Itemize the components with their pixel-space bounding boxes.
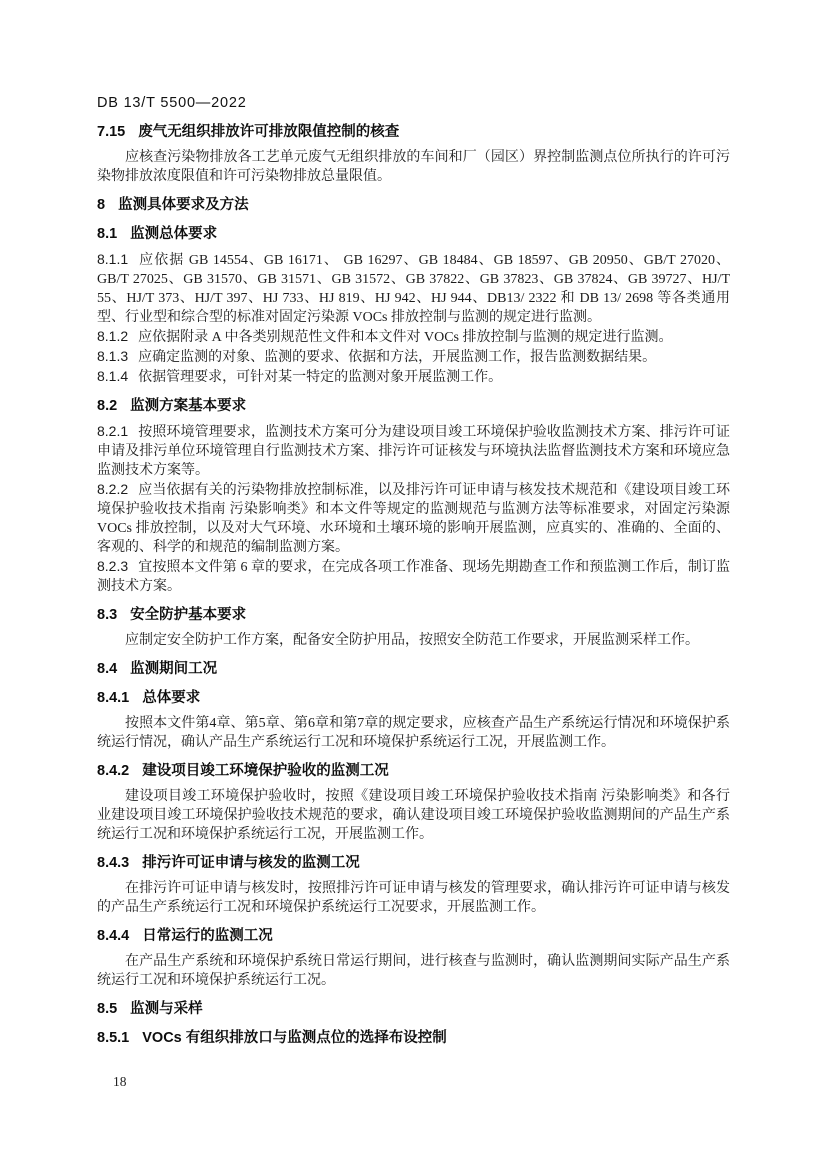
- clause-number: 8.1.3: [97, 348, 129, 364]
- heading-8-5-1: [97, 1029, 730, 1048]
- clause-number: 8.1.4: [97, 368, 129, 384]
- heading-7-15: [97, 123, 730, 142]
- header-doc-code: DB 13/T 5500—2022: [97, 95, 247, 111]
- heading-8-5: [97, 1000, 730, 1019]
- paragraph-8-4-4: 在产品生产系统和环境保护系统日常运行期间，进行核查与监测时，确认监测期间实际产品生产系统运行工况和环境保护系统运行工况。: [97, 954, 730, 988]
- heading-title: 总体要求: [142, 690, 201, 706]
- clause-8-2-1: [97, 422, 730, 480]
- heading-number: 8.5.1: [97, 1030, 130, 1046]
- clause-number: 8.1.1: [97, 251, 129, 267]
- heading-number: 8.4: [97, 661, 118, 677]
- heading-number: 8.4.2: [97, 763, 130, 779]
- clause-8-1-4: [97, 367, 730, 387]
- clause-8-1-3: [97, 347, 730, 367]
- heading-title: 安全防护基本要求: [130, 607, 247, 623]
- clause-text: 按照环境管理要求，监测技术方案可分为建设项目竣工环境保护验收监测技术方案、排污许可证申请及排污单位环境管理自行监测技术方案、排污许可证核发与环境执法监督监测技术方案和环境应急监测技术方案等。: [97, 425, 730, 478]
- paragraph-8-4-3: 在排污许可证申请与核发时，按照排污许可证申请与核发的管理要求，确认排污许可证申请与核发的产品生产系统运行工况和环境保护系统运行工况要求，开展监测工作。: [97, 881, 730, 915]
- heading-8-4-3: [97, 854, 730, 873]
- heading-number: 8.5: [97, 1001, 118, 1017]
- heading-8-4-2: [97, 762, 730, 781]
- heading-8-4-1: [97, 689, 730, 708]
- clause-number: 8.2.3: [97, 558, 129, 574]
- heading-title: 建设项目竣工环境保护验收的监测工况: [142, 763, 389, 779]
- page-number: 18: [113, 1074, 127, 1089]
- heading-number: 7.15: [97, 124, 126, 140]
- clause-number: 8.2.2: [97, 481, 129, 497]
- heading-number: 8.4.1: [97, 690, 130, 706]
- clause-number: 8.1.2: [97, 328, 129, 344]
- clause-text: 应确定监测的对象、监测的要求、依据和方法，开展监测工作，报告监测数据结果。: [138, 350, 657, 365]
- paragraph-8-4-1: 按照本文件第4章、第5章、第6章和第7章的规定要求，应核查产品生产系统运行情况和环境保护系统运行情况，确认产品生产系统运行工况和环境保护系统运行工况，开展监测工作。: [97, 716, 730, 750]
- heading-number: 8.4.3: [97, 855, 130, 871]
- heading-title: 监测与采样: [130, 1001, 203, 1017]
- heading-8-2: [97, 397, 730, 416]
- heading-number: 8.1: [97, 226, 118, 242]
- heading-title: 监测期间工况: [130, 661, 218, 677]
- heading-title: 监测具体要求及方法: [118, 197, 249, 213]
- heading-title: 日常运行的监测工况: [142, 928, 273, 944]
- heading-8-4: [97, 660, 730, 679]
- heading-title: 监测总体要求: [130, 226, 218, 242]
- heading-8-4-4: [97, 927, 730, 946]
- paragraph-8-3: 应制定安全防护工作方案，配备安全防护用品，按照安全防范工作要求，开展监测采样工作。: [125, 633, 699, 648]
- clause-8-1-1: [97, 250, 730, 327]
- heading-title: 排污许可证申请与核发的监测工况: [142, 855, 360, 871]
- heading-number: 8.2: [97, 398, 118, 414]
- clause-8-2-3: [97, 557, 730, 596]
- heading-number: 8: [97, 197, 106, 213]
- clause-text: 宜按照本文件第 6 章的要求，在完成各项工作准备、现场先期勘查工作和预监测工作后，制订监测技术方案。: [97, 560, 730, 594]
- heading-8-1: [97, 225, 730, 244]
- heading-8: [97, 196, 730, 215]
- clause-text: 应当依据有关的污染物排放控制标准，以及排污许可证申请与核发技术规范和《建设项目竣工环境保护验收技术指南 污染影响类》和本文件等规定的监测规范与监测方法等标准要求，对固定污染源 VOCs 排放控制，以及对大气环境、水环境和土壤环境的影响开展监测，应真实的、准确的、全面的、客观的、科学的和规范的编制监测方案。: [97, 483, 730, 555]
- heading-number: 8.4.4: [97, 928, 130, 944]
- heading-title: 废气无组织排放许可排放限值控制的核查: [138, 124, 400, 140]
- clause-number: 8.2.1: [97, 423, 129, 439]
- heading-number: 8.3: [97, 607, 118, 623]
- clause-text: 应依据附录 A 中各类别规范性文件和本文件对 VOCs 排放控制与监测的规定进行监测。: [138, 330, 673, 345]
- paragraph-8-4-2: 建设项目竣工环境保护验收时，按照《建设项目竣工环境保护验收技术指南 污染影响类》和各行业建设项目竣工环境保护验收技术规范的要求，确认建设项目竣工环境保护验收监测期间的产品生产系统运行工况和环境保护系统运行工况，开展监测工作。: [97, 789, 730, 842]
- heading-8-3: [97, 606, 730, 625]
- clause-8-1-2: [97, 327, 730, 347]
- heading-title: VOCs 有组织排放口与监测点位的选择布设控制: [142, 1030, 447, 1046]
- clause-text: 依据管理要求，可针对某一特定的监测对象开展监测工作。: [138, 370, 503, 385]
- heading-title: 监测方案基本要求: [130, 398, 247, 414]
- paragraph-7-15: 应核查污染物排放各工艺单元废气无组织排放的车间和厂（园区）界控制监测点位所执行的许可污染物排放浓度限值和许可污染物排放总量限值。: [97, 150, 730, 184]
- clause-text: 应依据 GB 14554、GB 16171、 GB 16297、GB 18484、GB 18597、GB 20950、GB/T 27020、GB/T 27025、GB 31570、GB 31571、GB 31572、GB 37822、GB 37823、GB 37824、GB 39727、HJ/T 55、HJ/T 373、HJ/T 397、HJ 733、HJ 819、HJ 942、HJ 944、DB13/ 2322 和 DB 13/ 2698 等各类通用型、行业型和综合型的标准对固定污染源 VOCs 排放控制与监测的规定进行监测。: [97, 253, 730, 325]
- clause-8-2-2: [97, 480, 730, 557]
